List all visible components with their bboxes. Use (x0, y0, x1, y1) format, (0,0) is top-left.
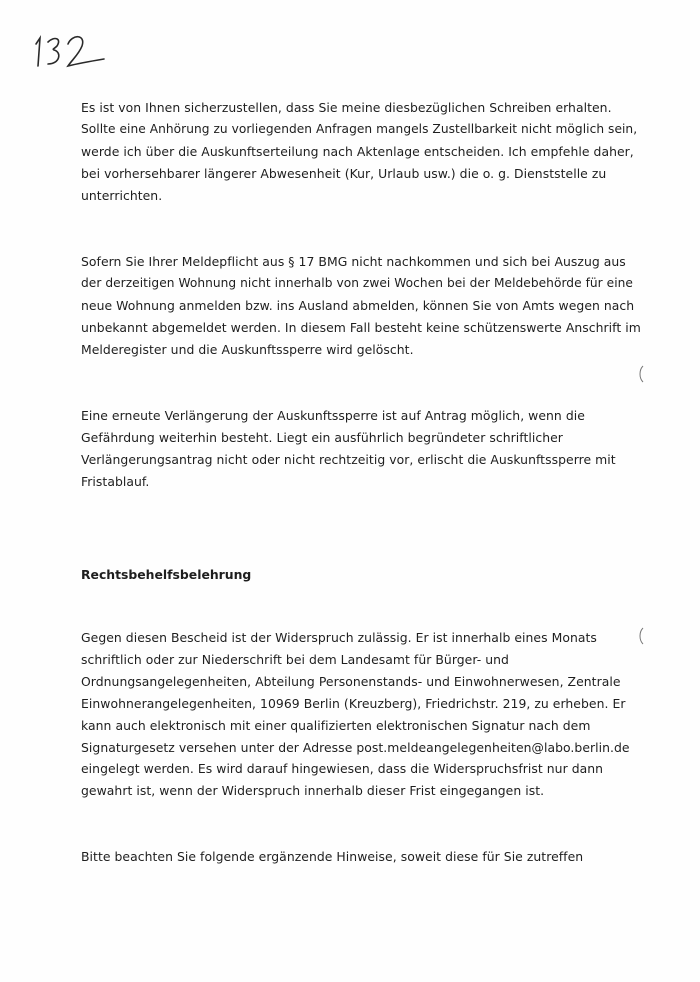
text-line: Verlängerungsantrag nicht oder nicht rechtzeitig vor, erlischt die Auskunftssperre mit (81, 451, 616, 467)
text-line: Signaturgesetz versehen unter der Adresse post.meldeangelegenheiten@labo.berlin.de (81, 739, 630, 755)
text-line: unterrichten. (81, 187, 163, 203)
text-line: Es ist von Ihnen sicherzustellen, dass Sie meine diesbezüglichen Schreiben erhalten. (81, 100, 612, 115)
paragraph-zustellung (81, 97, 641, 207)
text-line: Sofern Sie Ihrer Meldepflicht aus § 17 BMG nicht nachkommen und sich bei Auszug aus (81, 254, 626, 269)
text-line: Gefährdung weiterhin besteht. Liegt ein ausführlich begründeter schriftlicher (81, 429, 563, 445)
paragraph-hinweise (81, 846, 641, 868)
text-line: neue Wohnung anmelden bzw. ins Ausland abmelden, können Sie von Amts wegen nach (81, 297, 635, 313)
text-line: bei vorhersehbarer längerer Abwesenheit (Kur, Urlaub usw.) die o. g. Dienststelle zu (81, 165, 607, 181)
text-line: der derzeitigen Wohnung nicht innerhalb von zwei Wochen bei der Meldebehörde für eine (81, 275, 633, 290)
text-line: werde ich über die Auskunftserteilung nach Aktenlage entscheiden. Ich empfehle daher, (81, 143, 634, 159)
margin-bracket-mark (636, 364, 646, 384)
text-line: Gegen diesen Bescheid ist der Widerspruch zulässig. Er ist innerhalb eines Monats (81, 630, 597, 645)
text-line: Melderegister und die Auskunftssperre wird gelöscht. (81, 341, 414, 357)
handwritten-page-number (30, 22, 120, 72)
text-line: kann auch elektronisch mit einer qualifizierten elektronischen Signatur nach dem (81, 717, 591, 733)
section-heading: Rechtsbehelfsbelehrung (81, 567, 252, 582)
text-line: Fristablauf. (81, 473, 150, 489)
text-line: Sollte eine Anhörung zu vorliegenden Anfragen mangels Zustellbarkeit nicht möglich sein, (81, 121, 638, 136)
margin-bracket-mark (636, 626, 646, 646)
paragraph-rechtsbehelf (81, 627, 641, 802)
text-line: Eine erneute Verlängerung der Auskunftssperre ist auf Antrag möglich, wenn die (81, 408, 585, 423)
text-line: Bitte beachten Sie folgende ergänzende Hinweise, soweit diese für Sie zutreffen (81, 849, 584, 864)
paragraph-verlaengerung (81, 405, 641, 493)
text-line: eingelegt werden. Es wird darauf hingewiesen, dass die Widerspruchsfrist nur dann (81, 761, 604, 777)
text-line: gewahrt ist, wenn der Widerspruch innerhalb dieser Frist eingegangen ist. (81, 783, 545, 799)
text-line: Einwohnerangelegenheiten, 10969 Berlin (Kreuzberg), Friedrichstr. 219, zu erheben. Er (81, 695, 626, 711)
text-line: schriftlich oder zur Niederschrift bei dem Landesamt für Bürger- und (81, 651, 509, 667)
text-line: Ordnungsangelegenheiten, Abteilung Personenstands- und Einwohnerwesen, Zentrale (81, 673, 621, 689)
text-line: unbekannt abgemeldet werden. In diesem Fall besteht keine schützenswerte Anschrift im (81, 319, 641, 335)
paragraph-meldepflicht (81, 251, 641, 361)
